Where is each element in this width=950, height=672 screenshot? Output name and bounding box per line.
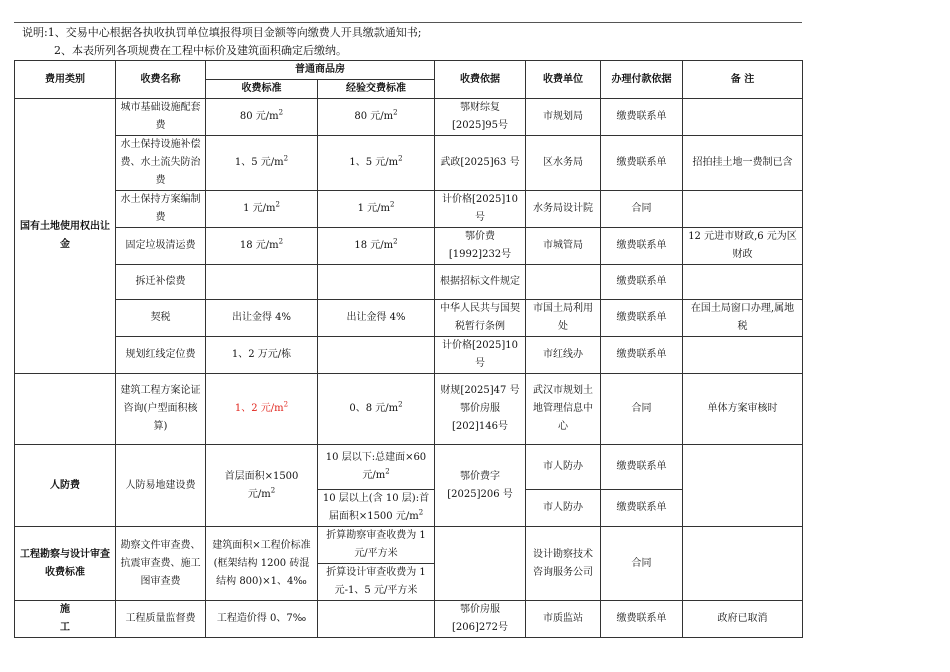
- basis-cell: 鄂财综复[2025]95号: [435, 99, 526, 136]
- construction-char-1: 施: [60, 604, 70, 615]
- experience-cell: 80 元$/m^2$: [318, 99, 435, 136]
- category-survey-design: 工程勘察与设计审查收费标准: [15, 527, 116, 601]
- unit-cell: [526, 265, 601, 300]
- fee-name-cell: 建筑工程方案论证咨询(户型面积核算): [116, 374, 206, 445]
- category-land: 国有土地使用权出让金: [15, 99, 116, 374]
- remark-cell: [683, 99, 803, 136]
- remark-cell: 招拍挂土地一费制已含: [683, 136, 803, 191]
- experience-cell: 10 层以下:总建面×60 元$/m^2$: [318, 445, 435, 490]
- payment-cell: 缴费联系单: [601, 99, 683, 136]
- header-standard: 收费标准: [206, 80, 318, 99]
- experience-cell: 0、8 元$/m^2$: [318, 374, 435, 445]
- unit-cell: 水务局设计院: [526, 191, 601, 228]
- category-construction: [15, 601, 116, 638]
- remark-cell: 12 元进市财政,6 元为区财政: [683, 228, 803, 265]
- fee-name-cell: 固定垃圾清运费: [116, 228, 206, 265]
- category-civil-defense: 人防费: [15, 445, 116, 527]
- header-remarks: 备 注: [683, 61, 803, 99]
- table-row: [15, 337, 803, 374]
- experience-cell: 1 元$/m^2$: [318, 191, 435, 228]
- unit-cell: 市国土局利用处: [526, 300, 601, 337]
- standard-cell: 建筑面积×工程价标准(框架结构 1200 砖混结构 800)×1、4‰: [206, 527, 318, 601]
- header-fee-name: 收费名称: [116, 61, 206, 99]
- fee-name-cell: 人防易地建设费: [116, 445, 206, 527]
- table-row: [15, 527, 803, 564]
- basis-cell: [435, 527, 526, 601]
- basis-cell: 中华人民共与国契税暂行条例: [435, 300, 526, 337]
- experience-cell: 1、5 元$/m^2$: [318, 136, 435, 191]
- basis-cell: 鄂价费[1992]232号: [435, 228, 526, 265]
- standard-cell: 1 元$/m^2$: [206, 191, 318, 228]
- fee-name-cell: 工程质量监督费: [116, 601, 206, 638]
- header-unit: 收费单位: [526, 61, 601, 99]
- fee-table: [14, 60, 803, 638]
- basis-cell: 根据招标文件规定: [435, 265, 526, 300]
- fee-name-cell: 勘察文件审查费、抗震审查费、施工图审查费: [116, 527, 206, 601]
- fee-name-cell: 水土保持方案编制费: [116, 191, 206, 228]
- table-row: [15, 136, 803, 191]
- standard-cell: 工程造价得 0、7‰: [206, 601, 318, 638]
- basis-cell: 鄂价房服[206]272号: [435, 601, 526, 638]
- unit-cell: 市人防办: [526, 490, 601, 527]
- header-basis: 收费依据: [435, 61, 526, 99]
- header-category: 费用类别: [15, 61, 116, 99]
- top-rule: [14, 22, 802, 23]
- experience-cell: [318, 265, 435, 300]
- remark-cell: 在国土局窗口办理,属地税: [683, 300, 803, 337]
- basis-cell: 武政[2025]63 号: [435, 136, 526, 191]
- payment-cell: 缴费联系单: [601, 490, 683, 527]
- fee-name-cell: 城市基础设施配套费: [116, 99, 206, 136]
- standard-cell: 1、5 元$/m^2$: [206, 136, 318, 191]
- header-payment-basis: 办理付款依据: [601, 61, 683, 99]
- experience-cell: [318, 601, 435, 638]
- remark-cell: 政府已取消: [683, 601, 803, 638]
- category-empty: [15, 374, 116, 445]
- note-line-1: 说明:1、交易中心根据各执收执罚单位填报得项目金额等向缴费人开具缴款通知书;: [22, 26, 422, 39]
- standard-cell: 1、2 万元/栋: [206, 337, 318, 374]
- payment-cell: 缴费联系单: [601, 601, 683, 638]
- payment-cell: 合同: [601, 191, 683, 228]
- table-row: [15, 445, 803, 490]
- unit-cell: 市规划局: [526, 99, 601, 136]
- experience-cell: 折算勘察审查收费为 1 元/平方米: [318, 527, 435, 564]
- fee-name-cell: 水土保持设施补偿费、水土流失防治费: [116, 136, 206, 191]
- basis-cell: 计价格[2025]10号: [435, 191, 526, 228]
- unit-cell: 区水务局: [526, 136, 601, 191]
- header-housing-group: 普通商品房: [206, 61, 435, 80]
- basis-cell: 计价格[2025]10号: [435, 337, 526, 374]
- unit-cell: 市人防办: [526, 445, 601, 490]
- payment-cell: 缴费联系单: [601, 445, 683, 490]
- table-row: [15, 300, 803, 337]
- experience-cell: 折算设计审查收费为 1 元-1、5 元/平方米: [318, 564, 435, 601]
- payment-cell: 缴费联系单: [601, 337, 683, 374]
- remark-cell: [683, 445, 803, 527]
- header-experience: 经验交费标准: [318, 80, 435, 99]
- remark-cell: [683, 337, 803, 374]
- remark-cell: [683, 527, 803, 601]
- table-row: [15, 265, 803, 300]
- experience-cell: [318, 337, 435, 374]
- note-line-2: 2、本表所列各项规费在工程中标价及建筑面积确定后缴纳。: [54, 44, 347, 57]
- remark-cell: [683, 265, 803, 300]
- experience-cell: 10 层以上(含 10 层):首届面积×1500 元$/m^2$: [318, 490, 435, 527]
- unit-cell: 设计勘察技术咨询服务公司: [526, 527, 601, 601]
- remark-cell: [683, 191, 803, 228]
- table-row: [15, 191, 803, 228]
- unit-cell: 市城管局: [526, 228, 601, 265]
- experience-cell: 出让金得 4%: [318, 300, 435, 337]
- unit-cell: 市红线办: [526, 337, 601, 374]
- table-row: [15, 99, 803, 136]
- payment-cell: 缴费联系单: [601, 300, 683, 337]
- table-row: [15, 228, 803, 265]
- payment-cell: 合同: [601, 374, 683, 445]
- payment-cell: 合同: [601, 527, 683, 601]
- fee-name-cell: 拆迁补偿费: [116, 265, 206, 300]
- standard-cell: 首层面积×1500 元$/m^2$: [206, 445, 318, 527]
- standard-cell: [206, 265, 318, 300]
- fee-name-cell: 契税: [116, 300, 206, 337]
- basis-cell: 财规[2025]47 号 鄂价房服[202]146号: [435, 374, 526, 445]
- standard-cell: 出让金得 4%: [206, 300, 318, 337]
- basis-cell: 鄂价费字[2025]206 号: [435, 445, 526, 527]
- payment-cell: 缴费联系单: [601, 265, 683, 300]
- unit-cell: 武汉市规划土地管理信息中心: [526, 374, 601, 445]
- table-row: [15, 601, 803, 638]
- fee-name-cell: 规划红线定位费: [116, 337, 206, 374]
- payment-cell: 缴费联系单: [601, 136, 683, 191]
- payment-cell: 缴费联系单: [601, 228, 683, 265]
- table-row: [15, 374, 803, 445]
- unit-cell: 市质监站: [526, 601, 601, 638]
- construction-char-2: 工: [60, 622, 70, 633]
- standard-cell: 80 元$/m^2$: [206, 99, 318, 136]
- experience-cell: 18 元$/m^2$: [318, 228, 435, 265]
- standard-cell: 18 元$/m^2$: [206, 228, 318, 265]
- standard-cell-highlight: 1、2 元$/m^2$: [206, 374, 318, 445]
- header-row-1: [15, 61, 803, 80]
- remark-cell: 单体方案审核时: [683, 374, 803, 445]
